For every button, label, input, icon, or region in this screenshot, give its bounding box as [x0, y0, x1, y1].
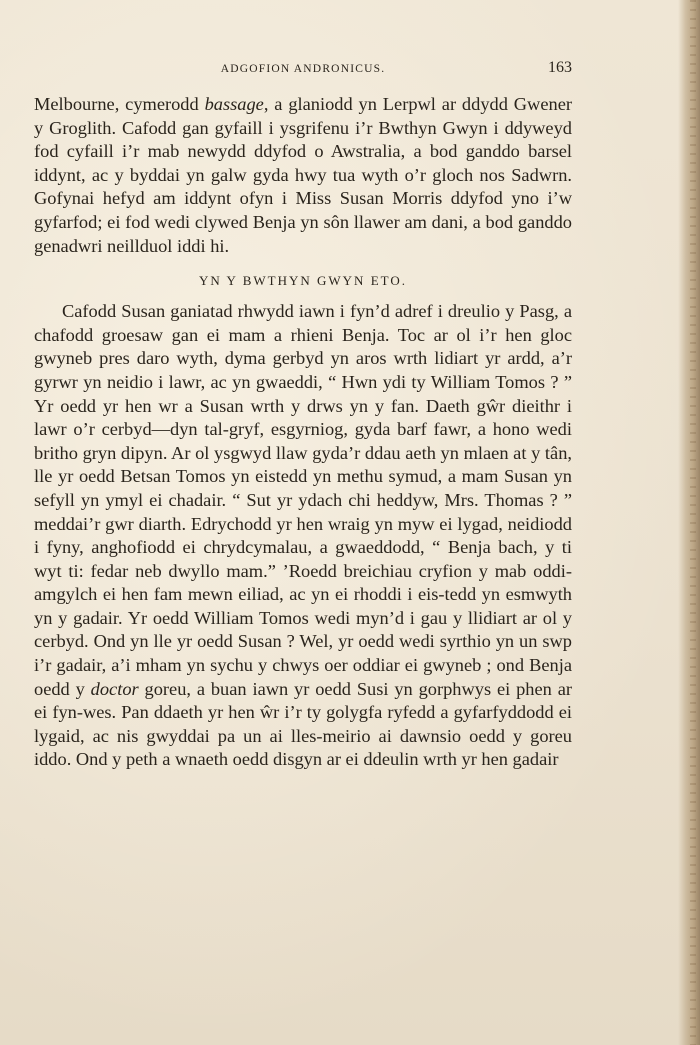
page-gutter-shadow — [678, 0, 700, 1045]
para1-italic-word: bassage — [204, 94, 264, 114]
section-heading: YN Y BWTHYN GWYN ETO. — [199, 273, 407, 289]
para2-text-b: goreu, a buan iawn yr oedd Susi yn gorphwys ei phen ar ei fyn-wes. Pan ddaeth yr hen ŵr i’r ty golygfa ryfedd a gyfarfyddodd ei lygaid, ac nis gwyddai pa un ai lles-meirio ai dawnsio oedd y goreu iddo. Ond y peth a wnaeth oedd disgyn ar ei ddeulin wrth yr hen gadair — [34, 678, 572, 770]
paragraph-main — [34, 300, 572, 772]
page-edge-texture — [690, 0, 696, 1045]
running-title: ADGOFION ANDRONICUS. — [220, 63, 386, 75]
para2-italic-word: doctor — [90, 678, 139, 699]
para1-text-a: Melbourne, cymerodd — [34, 94, 205, 114]
para2-text-a: Cafodd Susan ganiatad rhwydd iawn i fyn’d adref i dreulio y Pasg, a chafodd groesaw gan ei mam a rhieni Benja. Toc ar ol i’r hen gloc gwyneb pres daro wyth, dyma gerbyd yn aros wrth lidiart yr ardd, a’r gyrwr yn neidio i lawr, ac yn gwaeddi, “ Hwn ydi ty William Tomos ? ” Yr oedd yr hen wr a Susan wrth y drws yn y fan. Daeth gŵr dieithr i lawr o’r cerbyd—dyn tal-gryf, esgyrniog, gyda barf fawr, a hono wedi britho gryn dipyn. Ar ol ysgwyd llaw gyda’r ddau aeth yn mlaen at y tân, lle yr oedd Betsan Tomos yn eistedd yn methu symud, a mam Susan yn sefyll yn ymyl ei chadair. “ Sut yr ydach chi heddyw, Mrs. Thomas ? ” meddai’r gwr diarth. Edrychodd yr hen wraig yn myw ei lygad, neidiodd i fyny, anghofiodd ei chrydcymalau, a gwaeddodd, “ Benja bach, y ti wyt ti: fedar neb dwyllo mam.” ’Roedd breichiau cryfion y mab oddi-amgylch ei hen fam mewn eiliad, ac yn ei rhoddi i eis-tedd yn esmwyth yn y gadair. Yr oedd William Tomos wedi myn’d i gau y llidiart ar ol y cerbyd. Ond yn lle yr oedd Susan ? Wel, yr oedd wedi syrthio yn un swp i’r gadair, a’i mham yn sychu y chwys oer oddiar ei gwyneb ; ond Benja oedd y — [34, 301, 572, 699]
para1-text-b: , a glaniodd yn Lerpwl ar ddydd Gwener y Groglith. Cafodd gan gyfaill i ysgrifenu i’r Bwthyn Gwyn i ddyweyd fod cyfaill i’r mab newydd ddyfod o Awstralia, a bod ganddo barsel iddynt, ac y byddai yn galw gyda hwy tua wyth o’r gloch nos Sadwrn. Gofynai hefyd am iddynt ofyn i Miss Susan Morris ddyfod yno i’w gyfarfod; ei fod wedi clywed Benja yn sôn llawer am dani, a bod ganddo genadwri neillduol iddi hi. — [34, 94, 572, 256]
page-text — [34, 93, 572, 772]
running-header — [34, 61, 572, 79]
page-number: 163 — [548, 59, 572, 76]
paragraph-continued — [34, 93, 572, 258]
